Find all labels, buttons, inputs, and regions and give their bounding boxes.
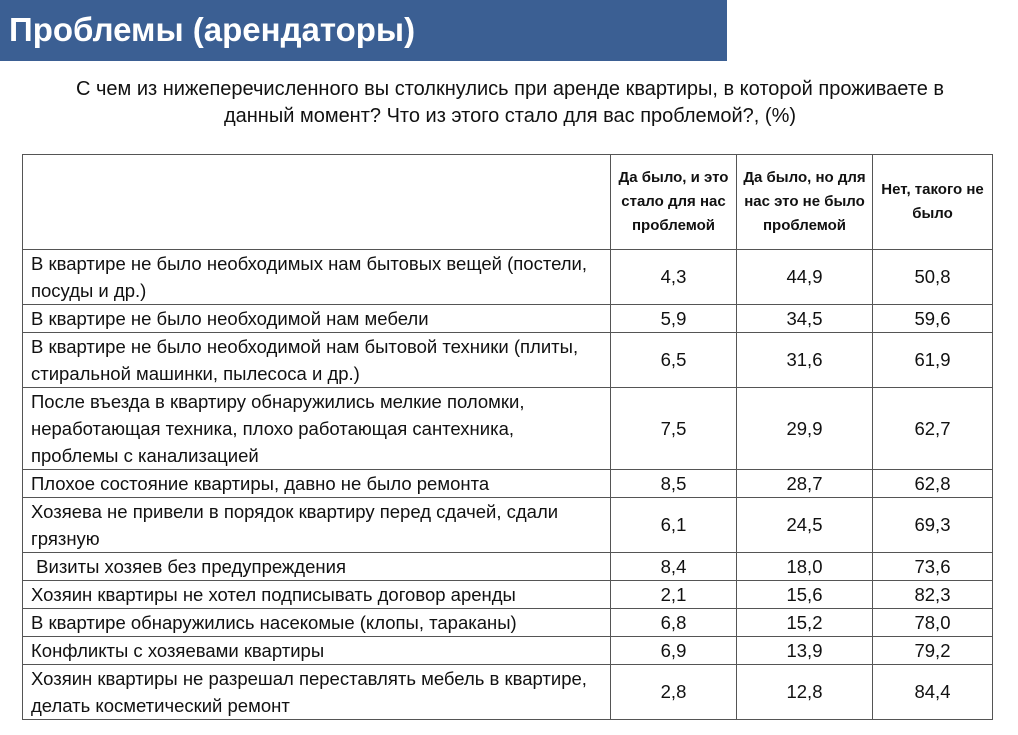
title-bar: [0, 0, 727, 61]
header-cell-empty: [23, 155, 611, 250]
value-problem: 4,3: [611, 250, 737, 305]
value-problem: 8,4: [611, 553, 737, 581]
row-label: Хозяева не привели в порядок квартиру перед сдачей, сдали грязную: [23, 498, 611, 553]
header-cell-problem: Да было, и это стало для нас проблемой: [611, 155, 737, 250]
table-header-row: [23, 155, 993, 250]
value-not-problem: 29,9: [737, 388, 873, 470]
row-label: Хозяин квартиры не хотел подписывать договор аренды: [23, 581, 611, 609]
value-problem: 6,8: [611, 609, 737, 637]
value-none: 62,7: [873, 388, 993, 470]
value-none: 62,8: [873, 470, 993, 498]
value-none: 50,8: [873, 250, 993, 305]
row-label: В квартире не было необходимой нам бытовой техники (плиты, стиральной машинки, пылесоса и др.): [23, 333, 611, 388]
value-problem: 6,5: [611, 333, 737, 388]
row-label: Конфликты с хозяевами квартиры: [23, 637, 611, 665]
row-label: В квартире не было необходимой нам мебели: [23, 305, 611, 333]
table-row: [23, 388, 993, 470]
row-label: В квартире не было необходимых нам бытовых вещей (постели, посуды и др.): [23, 250, 611, 305]
value-none: 78,0: [873, 609, 993, 637]
table-row: [23, 470, 993, 498]
table-row: [23, 553, 993, 581]
table-row: [23, 250, 993, 305]
slide-title: Проблемы (арендаторы): [9, 11, 416, 48]
value-not-problem: 15,6: [737, 581, 873, 609]
header-cell-not-problem: Да было, но для нас это не было проблемой: [737, 155, 873, 250]
value-not-problem: 13,9: [737, 637, 873, 665]
survey-question: С чем из нижеперечисленного вы столкнулись при аренде квартиры, в которой проживаете в данный момент? Что из этого стало для вас проблемой?, (%): [76, 78, 944, 127]
value-none: 59,6: [873, 305, 993, 333]
results-table: [22, 154, 993, 720]
value-not-problem: 12,8: [737, 665, 873, 720]
value-none: 84,4: [873, 665, 993, 720]
row-label: После въезда в квартиру обнаружились мелкие поломки, неработающая техника, плохо работающая сантехника, проблемы с канализацией: [23, 388, 611, 470]
value-none: 69,3: [873, 498, 993, 553]
table-row: [23, 665, 993, 720]
value-problem: 2,1: [611, 581, 737, 609]
row-label: Визиты хозяев без предупреждения: [23, 553, 611, 581]
value-none: 82,3: [873, 581, 993, 609]
value-problem: 6,1: [611, 498, 737, 553]
value-problem: 2,8: [611, 665, 737, 720]
value-none: 61,9: [873, 333, 993, 388]
table-row: [23, 333, 993, 388]
table-row: [23, 305, 993, 333]
value-none: 79,2: [873, 637, 993, 665]
value-problem: 7,5: [611, 388, 737, 470]
value-not-problem: 15,2: [737, 609, 873, 637]
value-problem: 8,5: [611, 470, 737, 498]
value-problem: 5,9: [611, 305, 737, 333]
value-problem: 6,9: [611, 637, 737, 665]
table-row: [23, 609, 993, 637]
row-label: Хозяин квартиры не разрешал переставлять мебель в квартире, делать косметический ремонт: [23, 665, 611, 720]
row-label: В квартире обнаружились насекомые (клопы, тараканы): [23, 609, 611, 637]
value-not-problem: 28,7: [737, 470, 873, 498]
value-not-problem: 31,6: [737, 333, 873, 388]
value-not-problem: 24,5: [737, 498, 873, 553]
value-not-problem: 34,5: [737, 305, 873, 333]
header-cell-none: Нет, такого не было: [873, 155, 993, 250]
row-label: Плохое состояние квартиры, давно не было ремонта: [23, 470, 611, 498]
value-not-problem: 18,0: [737, 553, 873, 581]
value-not-problem: 44,9: [737, 250, 873, 305]
value-none: 73,6: [873, 553, 993, 581]
table-row: [23, 637, 993, 665]
table-row: [23, 498, 993, 553]
table-row: [23, 581, 993, 609]
